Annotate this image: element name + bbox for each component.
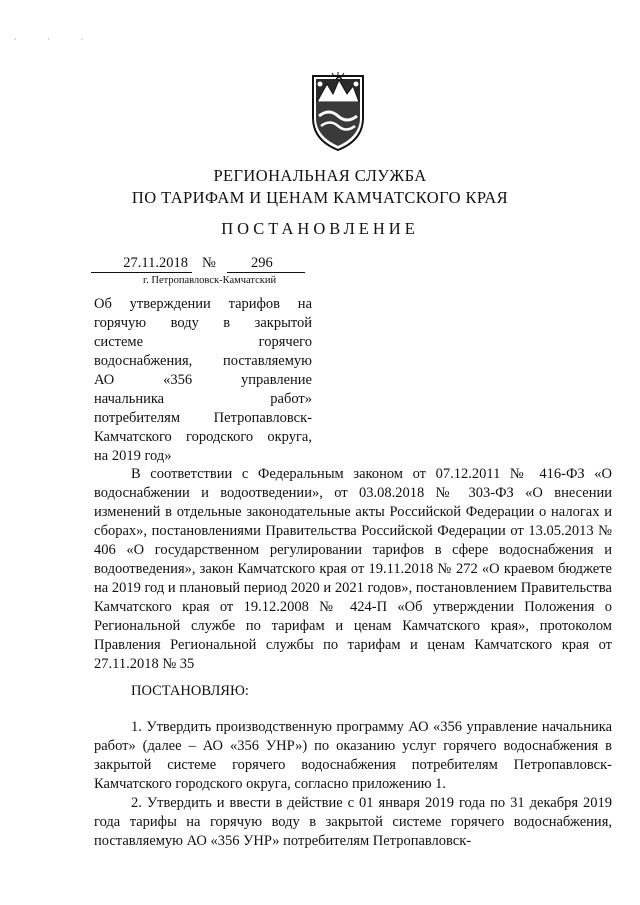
subject-line: водоснабжения, поставляемую bbox=[94, 353, 312, 369]
organization-name-line2: ПО ТАРИФАМ И ЦЕНАМ КАМЧАТСКОГО КРАЯ bbox=[131, 188, 509, 207]
item-1-paragraph: 1. Утвердить производственную программу АО «356 управление начальника работ» (далее – АО «356 УНР») по оказанию услуг горячего водоснабжения в закрытой системе горячего водоснабжения потребителям Петропавловск-Камчатского городского округа, согласно приложению 1. bbox=[94, 719, 612, 792]
item-2-paragraph: 2. Утвердить и ввести в действие с 01 января 2019 года по 31 декабря 2019 года тарифы на горячую воду в закрытой системе горячего водоснабжения, поставляемую АО «356 УНР» потребителям Петропавловск- bbox=[94, 795, 612, 849]
organization-name-line1: РЕГИОНАЛЬНАЯ СЛУЖБА bbox=[213, 166, 427, 185]
subject-line: на 2019 год» bbox=[94, 448, 172, 464]
document-date: 27.11.2018 bbox=[91, 254, 192, 273]
resolve-heading: ПОСТАНОВЛЯЮ: bbox=[131, 683, 249, 699]
kamchatka-coat-of-arms-icon bbox=[309, 72, 367, 152]
preamble-paragraph: В соответствии с Федеральным законом от 07.12.2011 № 416-ФЗ «О водоснабжении и водоотведении», от 03.08.2018 № 303-ФЗ «О внесении изменений в отдельные законодательные акты Российской Федерации о налогах и сборах», постановлениями Правительства Российской Федерации от 13.05.2013 № 406 «О государственном регулировании тарифов в сфере водоснабжения и водоотведения», закон Камчатского края от 19.11.2018 № 272 «О краевом бюджете на 2019 год и плановый период 2020 и 2021 годов», постановлением Правительства Камчатского края от 19.12.2008 № 424-П «Об утверждении Положения о Региональной службе по тарифам и ценам Камчатского края», протоколом Правления Региональной службы по тарифам и ценам Камчатского края от 27.11.2018 № 35 bbox=[94, 466, 612, 672]
subject-line: Об утверждении тарифов на bbox=[94, 296, 312, 312]
scan-corner-marks: · · · bbox=[14, 34, 98, 44]
subject-line: Камчатского городского округа, bbox=[94, 429, 312, 445]
subject-line: начальника работ» bbox=[94, 391, 312, 407]
subject-line: АО «356 управление bbox=[94, 372, 312, 388]
subject-line: системе горячего bbox=[94, 334, 312, 350]
document-subject bbox=[94, 295, 312, 466]
subject-line: потребителям Петропавловск- bbox=[94, 410, 312, 426]
document-type: ПОСТАНОВЛЕНИЕ bbox=[221, 219, 419, 238]
subject-line: горячую воду в закрытой bbox=[94, 315, 312, 331]
document-number: 296 bbox=[227, 254, 305, 273]
number-sign: № bbox=[202, 255, 216, 271]
document-place: г. Петропавловск-Камчатский bbox=[143, 275, 277, 286]
